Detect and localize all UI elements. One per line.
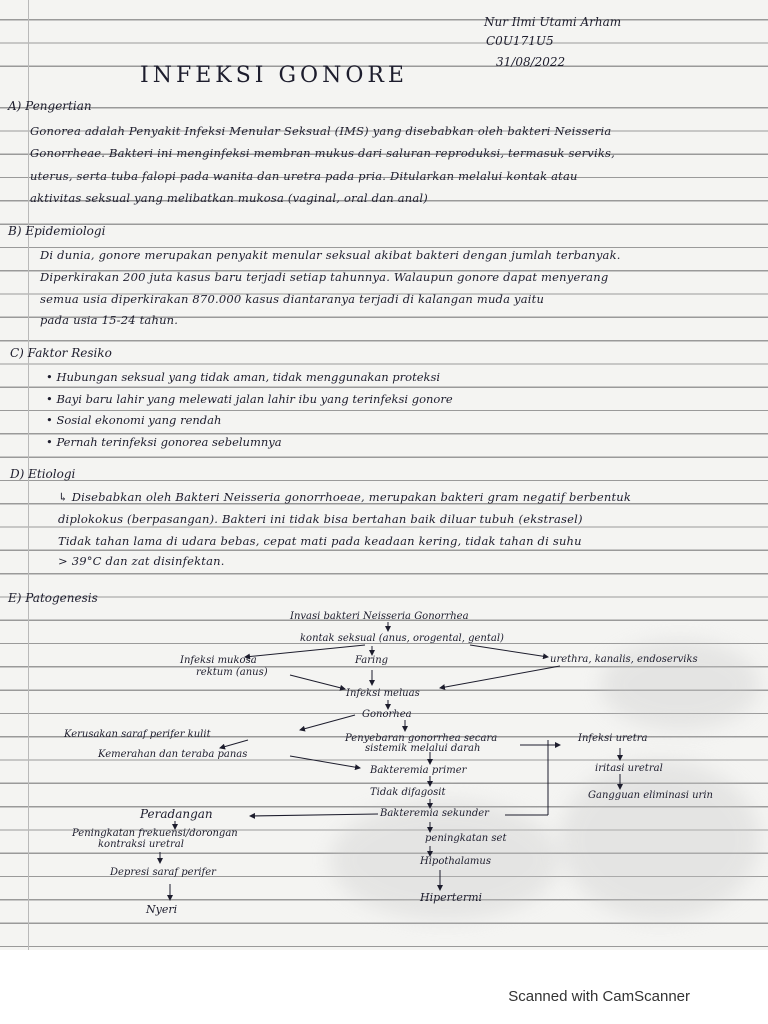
flow-node-gangguan: Gangguan eliminasi urin [588,790,713,801]
paragraph-line: ↳ Disebabkan oleh Bakteri Neisseria gonorrhoeae, merupakan bakteri gram negatif berbentuk [58,490,632,504]
paragraph-line: Gonorea adalah Penyakit Infeksi Menular Seksual (IMS) yang disebabkan oleh bakteri Neisseria [30,124,612,138]
bullet-item: • Sosial ekonomi yang rendah [46,413,222,427]
paragraph-line: Diperkirakan 200 juta kasus baru terjadi setiap tahunnya. Walaupun gonore dapat menyerang [40,270,609,284]
flow-node-urethra: urethra, kanalis, endoserviks [550,654,698,665]
flow-node-kemerahan: Kemerahan dan teraba panas [98,749,248,760]
flow-node-faring: Faring [355,655,389,666]
flow-node-penyebaran: Penyebaran gonorrhea secara [345,733,498,744]
paragraph-line: aktivitas seksual yang melibatkan mukosa (vaginal, oral dan anal) [30,191,428,205]
section-heading-c: C) Faktor Resiko [10,346,112,360]
flow-node-hipothalamus: Hipothalamus [420,856,491,867]
paragraph-line: pada usia 15-24 tahun. [40,313,179,327]
bullet-text: Pernah terinfeksi gonorea sebelumnya [56,435,282,449]
flow-arrow [250,814,378,816]
flow-arrow [290,675,345,689]
section-heading-a: A) Pengertian [8,99,92,113]
flow-arrow [300,715,355,730]
camscanner-watermark: Scanned with CamScanner [508,988,690,1005]
flow-node-peningkatan-set: peningkatan set [425,833,507,844]
flow-node-peningkatan: Peningkatan frekuensi/dorongan [72,828,238,839]
flow-node-invasi: Invasi bakteri Neisseria Gonorrhea [290,611,469,622]
paragraph-line: > 39°C dan zat disinfektan. [58,554,225,568]
flow-node-hipertermi: Hipertermi [420,891,483,904]
student-name: Nur Ilmi Utami Arham [484,15,622,29]
flow-node-infeksi-mukosa: Infeksi mukosa [180,655,257,666]
flow-node-depresi: Depresi saraf perifer [110,867,216,878]
bullet-item: • Bayi baru lahir yang melewati jalan lahir ibu yang terinfeksi gonore [46,392,453,406]
flow-arrow [290,756,360,768]
paragraph-line: diplokokus (berpasangan). Bakteri ini tidak bisa bertahan baik diluar tubuh (ekstrasel) [58,512,583,526]
section-heading-b: B) Epidemiologi [8,224,106,238]
paragraph-line: Di dunia, gonore merupakan penyakit menular seksual akibat bakteri dengan jumlah terbanyak. [40,248,621,262]
flow-node-rektum: rektum (anus) [196,667,268,678]
paragraph-line: uterus, serta tuba falopi pada wanita dan uretra pada pria. Ditularkan melalui kontak atau [30,169,578,183]
flow-node-peningkatan-2: kontraksi uretral [98,839,184,850]
flow-arrow [245,645,365,657]
flow-node-kontak: kontak seksual (anus, orogental, gental) [300,633,504,644]
student-id: C0U171U5 [486,34,554,48]
flow-node-bakteremia-primer: Bakteremia primer [370,765,467,776]
paragraph-line: semua usia diperkirakan 870.000 kasus diantaranya terjadi di kalangan muda yaitu [40,292,545,306]
flow-node-infeksi-uretra: Infeksi uretra [578,733,648,744]
flow-node-peradangan: Peradangan [140,807,213,821]
flow-node-iritasi: iritasi uretral [595,763,663,774]
flow-node-nyeri: Nyeri [146,903,178,916]
bullet-item: • Pernah terinfeksi gonorea sebelumnya [46,435,282,449]
flow-node-tidak-difagosit: Tidak difagosit [370,787,446,798]
flow-arrow [440,666,560,688]
section-heading-e: E) Patogenesis [8,591,98,605]
paragraph-line: Tidak tahan lama di udara bebas, cepat mati pada keadaan kering, tidak tahan di suhu [58,534,582,548]
flow-arrow [470,645,548,657]
flow-node-penyebaran-2: sistemik melalui darah [365,743,481,754]
section-heading-d: D) Etiologi [10,467,76,481]
paragraph-line: Gonorrheae. Bakteri ini menginfeksi membran mukus dari saluran reproduksi, termasuk serviks, [30,146,615,160]
flow-node-bakteremia-sekunder: Bakteremia sekunder [380,808,489,819]
scan-footer [0,950,768,1024]
bullet-item: • Hubungan seksual yang tidak aman, tidak menggunakan proteksi [46,370,441,384]
bullet-text: Hubungan seksual yang tidak aman, tidak menggunakan proteksi [56,370,441,384]
bullet-text: Bayi baru lahir yang melewati jalan lahir ibu yang terinfeksi gonore [56,392,453,406]
page-title: INFEKSI GONORE [140,63,408,88]
flow-arrow [220,740,248,748]
note-date: 31/08/2022 [496,55,566,69]
flow-node-kerusakan: Kerusakan saraf perifer kulit [64,729,211,740]
flow-node-gonorhea: Gonorhea [362,709,412,720]
bullet-text: Sosial ekonomi yang rendah [56,413,222,427]
flow-node-meluas: Infeksi meluas [346,688,420,699]
